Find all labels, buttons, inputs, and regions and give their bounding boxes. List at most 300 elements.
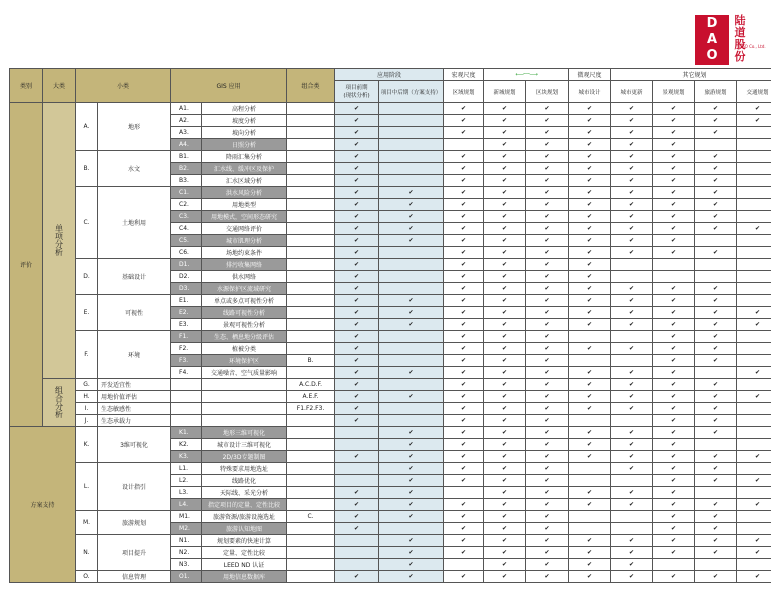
gis-application: 交通噪音、空气质量影响 bbox=[202, 367, 287, 379]
header-other: 其它规划 bbox=[611, 69, 771, 81]
check-icon bbox=[444, 127, 484, 139]
combo-ref bbox=[287, 307, 335, 319]
check-icon bbox=[526, 127, 569, 139]
gis-application: 用地类型 bbox=[202, 199, 287, 211]
check-icon bbox=[484, 523, 526, 535]
check-icon bbox=[444, 475, 484, 487]
check-icon bbox=[569, 367, 611, 379]
check-icon bbox=[569, 127, 611, 139]
check-icon bbox=[653, 295, 695, 307]
check-icon bbox=[379, 463, 444, 475]
combo-ref bbox=[287, 259, 335, 271]
empty-cell bbox=[737, 247, 771, 259]
check-icon bbox=[569, 379, 611, 391]
check-icon bbox=[611, 187, 653, 199]
check-icon bbox=[484, 103, 526, 115]
gis-application: 坡向分析 bbox=[202, 127, 287, 139]
table-row bbox=[10, 403, 771, 415]
check-icon bbox=[484, 391, 526, 403]
check-icon bbox=[695, 319, 737, 331]
check-icon bbox=[569, 151, 611, 163]
check-icon bbox=[611, 487, 653, 499]
empty-cell bbox=[737, 127, 771, 139]
check-icon bbox=[484, 271, 526, 283]
check-icon bbox=[526, 211, 569, 223]
gis-code: N1. bbox=[171, 535, 202, 547]
logo-subtitle: DAO Co., Ltd. bbox=[739, 44, 766, 49]
empty-cell bbox=[737, 487, 771, 499]
empty-cell bbox=[611, 475, 653, 487]
check-icon bbox=[569, 571, 611, 583]
empty-cell bbox=[335, 427, 379, 439]
minor-name: 设计指引 bbox=[98, 463, 171, 511]
minor-letter: I. bbox=[76, 403, 98, 415]
check-icon bbox=[611, 163, 653, 175]
check-icon bbox=[611, 559, 653, 571]
empty-cell bbox=[335, 439, 379, 451]
empty-cell bbox=[379, 415, 444, 427]
check-icon bbox=[737, 103, 771, 115]
table-row bbox=[10, 151, 771, 163]
check-icon bbox=[611, 403, 653, 415]
table-row bbox=[10, 295, 771, 307]
check-icon bbox=[526, 403, 569, 415]
combo-ref bbox=[287, 295, 335, 307]
empty-cell bbox=[379, 127, 444, 139]
check-icon bbox=[526, 571, 569, 583]
check-icon bbox=[695, 295, 737, 307]
logo-letter: A bbox=[706, 32, 718, 47]
empty-cell bbox=[379, 175, 444, 187]
table-row bbox=[10, 535, 771, 547]
check-icon bbox=[379, 187, 444, 199]
empty-cell bbox=[737, 355, 771, 367]
empty-cell bbox=[737, 511, 771, 523]
header-category: 类别 bbox=[10, 69, 43, 103]
check-icon bbox=[379, 319, 444, 331]
check-icon bbox=[444, 463, 484, 475]
check-icon bbox=[484, 439, 526, 451]
check-icon bbox=[484, 223, 526, 235]
check-icon bbox=[444, 247, 484, 259]
combo-ref bbox=[287, 475, 335, 487]
header-col: 旅游规划 bbox=[695, 81, 737, 103]
combo-ref bbox=[287, 439, 335, 451]
table-row bbox=[10, 511, 771, 523]
table-row bbox=[10, 427, 771, 439]
check-icon bbox=[444, 295, 484, 307]
header-col: 新城规划 bbox=[484, 81, 526, 103]
check-icon bbox=[379, 235, 444, 247]
check-icon bbox=[611, 127, 653, 139]
table-row bbox=[10, 331, 771, 343]
check-icon bbox=[526, 451, 569, 463]
combo-ref bbox=[287, 187, 335, 199]
combo-ref bbox=[287, 175, 335, 187]
gis-code: M2. bbox=[171, 523, 202, 535]
check-icon bbox=[444, 367, 484, 379]
combo-ref bbox=[287, 139, 335, 151]
category-eval: 评价 bbox=[10, 103, 43, 427]
check-icon bbox=[569, 451, 611, 463]
empty-cell bbox=[379, 379, 444, 391]
check-icon bbox=[379, 391, 444, 403]
check-icon bbox=[484, 499, 526, 511]
empty-cell bbox=[737, 463, 771, 475]
check-icon bbox=[335, 115, 379, 127]
check-icon bbox=[526, 139, 569, 151]
empty-cell bbox=[737, 199, 771, 211]
empty-cell bbox=[737, 271, 771, 283]
empty-cell bbox=[737, 523, 771, 535]
minor-letter: O. bbox=[76, 571, 98, 583]
check-icon bbox=[695, 427, 737, 439]
check-icon bbox=[484, 403, 526, 415]
empty-cell bbox=[611, 259, 653, 271]
check-icon bbox=[569, 163, 611, 175]
check-icon bbox=[695, 391, 737, 403]
check-icon bbox=[653, 163, 695, 175]
gis-code bbox=[171, 391, 202, 403]
combo-ref bbox=[287, 283, 335, 295]
check-icon bbox=[653, 235, 695, 247]
minor-name: 用地价值评估 bbox=[98, 391, 171, 403]
empty-cell bbox=[653, 271, 695, 283]
empty-cell bbox=[611, 415, 653, 427]
check-icon bbox=[695, 175, 737, 187]
check-icon bbox=[526, 475, 569, 487]
empty-cell bbox=[611, 523, 653, 535]
check-icon bbox=[484, 307, 526, 319]
check-icon bbox=[611, 367, 653, 379]
empty-cell bbox=[379, 271, 444, 283]
empty-cell bbox=[611, 271, 653, 283]
check-icon bbox=[653, 283, 695, 295]
combo-ref: B. bbox=[287, 355, 335, 367]
check-icon bbox=[653, 343, 695, 355]
check-icon bbox=[526, 343, 569, 355]
check-icon bbox=[484, 463, 526, 475]
check-icon bbox=[444, 355, 484, 367]
gis-application: 用地模式，空间形态研究 bbox=[202, 211, 287, 223]
check-icon bbox=[526, 223, 569, 235]
gis-application: 城市肌理分析 bbox=[202, 235, 287, 247]
check-icon bbox=[444, 187, 484, 199]
check-icon bbox=[484, 475, 526, 487]
check-icon bbox=[695, 451, 737, 463]
check-icon bbox=[484, 127, 526, 139]
combo-ref: C. bbox=[287, 511, 335, 523]
check-icon bbox=[653, 535, 695, 547]
check-icon bbox=[695, 223, 737, 235]
gis-application: 用地信息数据库 bbox=[202, 571, 287, 583]
check-icon bbox=[611, 295, 653, 307]
combo-ref bbox=[287, 559, 335, 571]
empty-cell bbox=[737, 175, 771, 187]
check-icon bbox=[653, 223, 695, 235]
check-icon bbox=[526, 115, 569, 127]
empty-cell bbox=[695, 139, 737, 151]
check-icon bbox=[695, 463, 737, 475]
check-icon bbox=[526, 199, 569, 211]
check-icon bbox=[484, 367, 526, 379]
check-icon bbox=[444, 427, 484, 439]
check-icon bbox=[484, 319, 526, 331]
empty-cell bbox=[335, 559, 379, 571]
check-icon bbox=[526, 103, 569, 115]
empty-cell bbox=[653, 259, 695, 271]
empty-cell bbox=[737, 427, 771, 439]
gis-application: 汇水区域分析 bbox=[202, 175, 287, 187]
check-icon bbox=[569, 283, 611, 295]
minor-letter: C. bbox=[76, 187, 98, 259]
check-icon bbox=[695, 187, 737, 199]
check-icon bbox=[695, 307, 737, 319]
check-icon bbox=[444, 223, 484, 235]
empty-cell bbox=[695, 235, 737, 247]
check-icon bbox=[484, 199, 526, 211]
check-icon bbox=[335, 235, 379, 247]
table-row bbox=[10, 415, 771, 427]
check-icon bbox=[335, 223, 379, 235]
empty-cell bbox=[379, 403, 444, 415]
check-icon bbox=[737, 223, 771, 235]
gis-code: L2. bbox=[171, 475, 202, 487]
check-icon bbox=[737, 307, 771, 319]
combo-ref: A.C.D.F. bbox=[287, 379, 335, 391]
check-icon bbox=[526, 487, 569, 499]
check-icon bbox=[484, 571, 526, 583]
gis-code bbox=[171, 403, 202, 415]
major-combo bbox=[43, 379, 76, 427]
check-icon bbox=[569, 547, 611, 559]
empty-cell bbox=[569, 511, 611, 523]
check-icon bbox=[379, 295, 444, 307]
gis-application: 生态、栖息地分级评估 bbox=[202, 331, 287, 343]
check-icon bbox=[611, 391, 653, 403]
check-icon bbox=[653, 175, 695, 187]
check-icon bbox=[653, 151, 695, 163]
table-row bbox=[10, 187, 771, 199]
empty-cell bbox=[379, 115, 444, 127]
check-icon bbox=[653, 379, 695, 391]
minor-letter: M. bbox=[76, 511, 98, 535]
gis-application: 植被分类 bbox=[202, 343, 287, 355]
header-col: 景观规划 bbox=[653, 81, 695, 103]
gis-code: A3. bbox=[171, 127, 202, 139]
check-icon bbox=[484, 139, 526, 151]
check-icon bbox=[737, 475, 771, 487]
empty-cell bbox=[737, 295, 771, 307]
check-icon bbox=[335, 511, 379, 523]
table-row bbox=[10, 391, 771, 403]
gis-code: C3. bbox=[171, 211, 202, 223]
check-icon bbox=[526, 379, 569, 391]
check-icon bbox=[526, 187, 569, 199]
check-icon bbox=[379, 439, 444, 451]
check-icon bbox=[611, 103, 653, 115]
gis-application: 2D/3D专题制图 bbox=[202, 451, 287, 463]
check-icon bbox=[444, 151, 484, 163]
check-icon bbox=[526, 439, 569, 451]
empty-cell bbox=[379, 331, 444, 343]
check-icon bbox=[335, 259, 379, 271]
check-icon bbox=[526, 547, 569, 559]
combo-ref bbox=[287, 343, 335, 355]
check-icon bbox=[569, 319, 611, 331]
empty-cell bbox=[379, 355, 444, 367]
empty-cell bbox=[737, 187, 771, 199]
check-icon bbox=[335, 379, 379, 391]
check-icon bbox=[569, 103, 611, 115]
minor-name: 3维可视化 bbox=[98, 427, 171, 463]
check-icon bbox=[444, 115, 484, 127]
check-icon bbox=[526, 151, 569, 163]
check-icon bbox=[379, 571, 444, 583]
check-icon bbox=[526, 271, 569, 283]
check-icon bbox=[526, 247, 569, 259]
check-icon bbox=[695, 355, 737, 367]
check-icon bbox=[653, 319, 695, 331]
table-row bbox=[10, 103, 771, 115]
empty-cell bbox=[611, 355, 653, 367]
check-icon bbox=[379, 427, 444, 439]
check-icon bbox=[569, 487, 611, 499]
check-icon bbox=[653, 571, 695, 583]
empty-cell bbox=[695, 259, 737, 271]
check-icon bbox=[653, 439, 695, 451]
empty-cell bbox=[569, 355, 611, 367]
minor-name: 土地利用 bbox=[98, 187, 171, 259]
empty-cell bbox=[737, 259, 771, 271]
check-icon bbox=[335, 271, 379, 283]
check-icon bbox=[695, 127, 737, 139]
check-icon bbox=[653, 523, 695, 535]
combo-ref bbox=[287, 331, 335, 343]
check-icon bbox=[569, 295, 611, 307]
empty-cell bbox=[737, 415, 771, 427]
gis-code: N2. bbox=[171, 547, 202, 559]
combo-ref: F1.F2.F3. bbox=[287, 403, 335, 415]
check-icon bbox=[653, 511, 695, 523]
gis-code: C6. bbox=[171, 247, 202, 259]
check-icon bbox=[379, 559, 444, 571]
empty-cell bbox=[444, 139, 484, 151]
gis-code: B1. bbox=[171, 151, 202, 163]
check-icon bbox=[611, 175, 653, 187]
check-icon bbox=[653, 211, 695, 223]
check-icon bbox=[653, 451, 695, 463]
check-icon bbox=[611, 319, 653, 331]
gis-application: 旅游认知地图 bbox=[202, 523, 287, 535]
empty-cell bbox=[379, 343, 444, 355]
empty-cell bbox=[653, 559, 695, 571]
check-icon bbox=[484, 187, 526, 199]
check-icon bbox=[611, 439, 653, 451]
check-icon bbox=[335, 319, 379, 331]
check-icon bbox=[611, 199, 653, 211]
check-icon bbox=[335, 487, 379, 499]
empty-cell bbox=[737, 403, 771, 415]
check-icon bbox=[484, 559, 526, 571]
gis-code: C1. bbox=[171, 187, 202, 199]
check-icon bbox=[526, 355, 569, 367]
combo-ref bbox=[287, 223, 335, 235]
combo-ref bbox=[287, 127, 335, 139]
check-icon bbox=[526, 367, 569, 379]
check-icon bbox=[444, 199, 484, 211]
combo-ref bbox=[287, 427, 335, 439]
check-icon bbox=[335, 247, 379, 259]
check-icon bbox=[695, 403, 737, 415]
minor-name: 水文 bbox=[98, 151, 171, 187]
check-icon bbox=[526, 163, 569, 175]
combo-ref bbox=[287, 199, 335, 211]
check-icon bbox=[379, 307, 444, 319]
check-icon bbox=[569, 199, 611, 211]
check-icon bbox=[444, 415, 484, 427]
check-icon bbox=[653, 247, 695, 259]
check-icon bbox=[695, 523, 737, 535]
check-icon bbox=[444, 391, 484, 403]
check-icon bbox=[484, 247, 526, 259]
check-icon bbox=[379, 211, 444, 223]
gis-application bbox=[202, 391, 287, 403]
check-icon bbox=[695, 415, 737, 427]
check-icon bbox=[611, 379, 653, 391]
check-icon bbox=[444, 175, 484, 187]
check-icon bbox=[695, 571, 737, 583]
check-icon bbox=[335, 295, 379, 307]
combo-ref bbox=[287, 151, 335, 163]
check-icon bbox=[444, 163, 484, 175]
check-icon bbox=[611, 223, 653, 235]
check-icon bbox=[526, 331, 569, 343]
check-icon bbox=[569, 223, 611, 235]
gis-application: 景观可视性分析 bbox=[202, 319, 287, 331]
check-icon bbox=[695, 475, 737, 487]
empty-cell bbox=[444, 559, 484, 571]
gis-code: F1. bbox=[171, 331, 202, 343]
check-icon bbox=[379, 487, 444, 499]
gis-code: E3. bbox=[171, 319, 202, 331]
gis-application: 单点或多点可视性分析 bbox=[202, 295, 287, 307]
check-icon bbox=[695, 199, 737, 211]
minor-name: 环境 bbox=[98, 331, 171, 379]
minor-letter: A. bbox=[76, 103, 98, 151]
table-row bbox=[10, 259, 771, 271]
company-logo bbox=[695, 15, 749, 65]
check-icon bbox=[569, 259, 611, 271]
check-icon bbox=[484, 331, 526, 343]
gis-application: 地形三维可视化 bbox=[202, 427, 287, 439]
check-icon bbox=[444, 511, 484, 523]
gis-application: 天际线、采光分析 bbox=[202, 487, 287, 499]
check-icon bbox=[653, 463, 695, 475]
check-icon bbox=[484, 535, 526, 547]
check-icon bbox=[526, 535, 569, 547]
check-icon bbox=[611, 283, 653, 295]
check-icon bbox=[737, 571, 771, 583]
check-icon bbox=[653, 499, 695, 511]
check-icon bbox=[484, 235, 526, 247]
gis-application: 特殊要求用地选址 bbox=[202, 463, 287, 475]
combo-ref: A.E.F. bbox=[287, 391, 335, 403]
check-icon bbox=[335, 307, 379, 319]
empty-cell bbox=[611, 511, 653, 523]
gis-application: 坡度分析 bbox=[202, 115, 287, 127]
check-icon bbox=[611, 247, 653, 259]
